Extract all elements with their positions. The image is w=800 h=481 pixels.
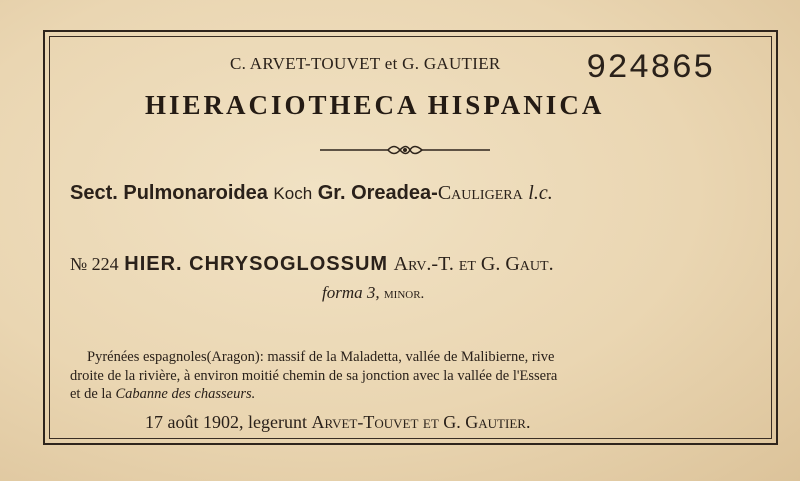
section-prefix: Sect. — [70, 182, 118, 204]
collectors-header: C. ARVET-TOUVET et G. GAUTIER — [230, 54, 501, 73]
group-prefix: Gr. — [317, 182, 346, 204]
forma-value: minor. — [383, 286, 425, 302]
species-number: № 224 — [70, 254, 119, 274]
section-name: Pulmonaroidea — [123, 182, 268, 204]
species-authority: Arv.-T. et G. Gaut. — [393, 253, 554, 275]
collection-date: 17 août 1902, legerunt — [145, 412, 307, 432]
locality-place-name: Cabanne des chasseurs. — [115, 386, 256, 402]
locality-line-3-prefix: et de la — [70, 386, 112, 402]
locality-line-3 — [70, 386, 255, 403]
collection-collectors: Arvet-Touvet et G. Gautier. — [311, 412, 531, 432]
ornament-divider-icon — [320, 140, 490, 160]
group-name: Oreadea- — [351, 182, 438, 204]
subgroup-name: Cauligera — [437, 182, 523, 204]
section-line — [70, 182, 553, 205]
species-line — [70, 253, 554, 276]
forma-line — [322, 283, 424, 303]
locality-line-2: droite de la rivière, à environ moitié chemin de sa jonction avec la vallée de l'Essera — [70, 368, 558, 384]
section-author: Koch — [273, 184, 313, 203]
species-name: HIER. CHRYSOGLOSSUM — [124, 253, 389, 275]
collection-title: HIERACIOTHECA HISPANICA — [145, 90, 605, 120]
locality-line-1: Pyrénées espagnoles(Aragon): massif de la Maladetta, vallée de Malibierne, rive — [87, 349, 555, 365]
loc-cit: l.c. — [528, 182, 553, 204]
forma-label: forma 3, — [322, 283, 380, 302]
specimen-number: 924865 — [586, 50, 715, 88]
collection-line — [145, 412, 530, 433]
